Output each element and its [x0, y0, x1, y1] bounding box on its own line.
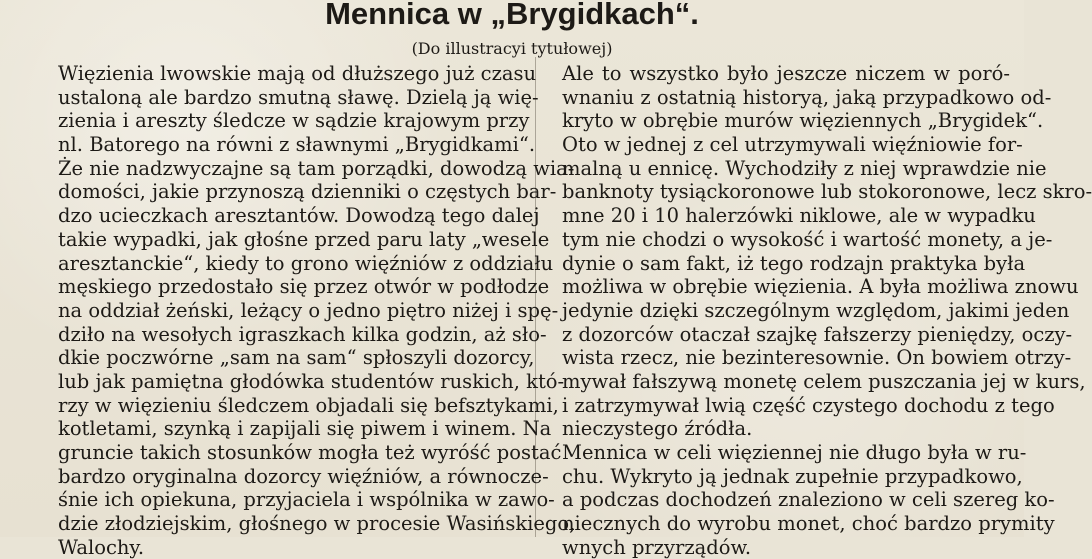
right-line-2: wnaniu z ostatnią historyą, jaką przypadkowo od-	[562, 85, 1052, 109]
left-line-11: na oddział żeński, leżący o jedno piętro niżej i spę-	[58, 298, 559, 322]
left-line-4: nl. Batorego na równi z sławnymi „Brygidkami“.	[58, 133, 536, 157]
right-line-17: Mennica w celi więziennej nie długo była w ru-	[562, 441, 1027, 464]
left-line-3: zienia i areszty śledcze w sądzie krajowym przy	[58, 109, 530, 133]
left-line-14: lub jak pamiętna głodówka studentów ruskich, któ-	[58, 369, 565, 393]
right-line-11: jedynie dzięki szczególnym względom, jakimi jeden	[562, 298, 1070, 322]
right-line-20: niecznych do wyrobu monet, choć bardzo prymity	[562, 512, 1055, 536]
right-line-1: Ale to wszystko było jeszcze niczem w poró-	[562, 62, 1010, 85]
right-line-9: dynie o sam fakt, iż tego rodzajn praktyka była	[562, 251, 1026, 275]
left-line-10: męskiego przedostało się przez otwór w podłodze	[58, 275, 550, 299]
left-line-8: takie wypadki, jak głośne przed paru laty „wesele	[58, 227, 550, 251]
left-line-2: ustaloną ale bardzo smutną sławę. Dzielą ją wię-	[58, 85, 539, 109]
left-line-1: Więzienia lwowskie mają od dłuższego już czasu	[58, 62, 537, 85]
left-line-6: domości, jakie przynoszą dzienniki o częstych bar-	[58, 180, 557, 204]
left-line-5: Że nie nadzwyczajne są tam porządki, dowodzą wia-	[58, 156, 575, 180]
left-line-17: gruncie takich stosunków mogła też wyróść postać	[58, 441, 562, 464]
right-line-5: malną u ennicę. Wychodziły z niej wprawdzie nie	[562, 156, 1047, 180]
left-line-12: dziło na wesołych igraszkach kilka godzin, aż sło-	[58, 322, 547, 346]
right-line-7: mne 20 i 10 halerzówki niklowe, ale w wypadku	[562, 204, 1036, 228]
right-line-8: tym nie chodzi o wysokość i wartość monety, a je-	[562, 227, 1053, 251]
right-line-4: Oto w jednej z cel utrzymywali więźniowie for-	[562, 133, 1023, 157]
right-line-10: możliwa w obrębie więzienia. A była możliwa znowu	[562, 275, 1079, 299]
left-line-13: dkie poczwórne „sam na sam“ spłoszyli dozorcy,	[58, 346, 535, 370]
left-line-18: bardzo oryginalna dozorcy więźniów, a równocze-	[58, 464, 549, 488]
article-title: Mennica w „Brygidkach“.	[325, 0, 699, 31]
right-line-19: a podczas dochodzeń znaleziono w celi szereg ko-	[562, 488, 1055, 512]
right-line-6: banknoty tysiąckoronowe lub stokoronowe, lecz skro-	[562, 180, 1092, 204]
right-line-21: wnych przyrządów.	[562, 535, 752, 559]
right-line-13: wista rzecz, nie bezinteresownie. On bowiem otrzy-	[562, 346, 1072, 370]
left-line-16: kotletami, szynką i zapijali się piwem i winem. Na	[58, 417, 552, 441]
article-subtitle: (Do illustracyi tytułowej)	[411, 39, 613, 58]
right-line-12: z dozorców otaczał szajkę fałszerzy pieniędzy, oczy-	[562, 322, 1073, 346]
right-line-14: mywał fałszywą monetę celem puszczania jej w kurs,	[562, 369, 1086, 393]
right-line-16: nieczystego źródła.	[562, 417, 753, 441]
right-line-3: kryto w obrębie murów więziennych „Brygidek“.	[562, 109, 1044, 133]
right-column	[562, 62, 1092, 559]
left-column	[58, 62, 576, 559]
left-line-15: rzy w więzieniu śledczem objadali się befsztykami,	[58, 393, 559, 417]
right-line-15: i zatrzymywał lwią część czystego dochodu z tego	[562, 393, 1055, 417]
left-line-7: dzo ucieczkach aresztantów. Dowodzą tego dalej	[58, 204, 540, 228]
left-line-20: dzie złodziejskim, głośnego w procesie Wasińskiego,	[58, 512, 576, 536]
left-line-9: aresztanckie“, kiedy to grono więźniów z oddziału	[58, 251, 554, 275]
left-line-19: śnie ich opiekuna, przyjaciela i wspólnika w zawo-	[58, 488, 555, 512]
left-line-21: Walochy.	[58, 535, 145, 559]
right-line-18: chu. Wykryto ją jednak zupełnie przypadkowo,	[562, 464, 1023, 488]
